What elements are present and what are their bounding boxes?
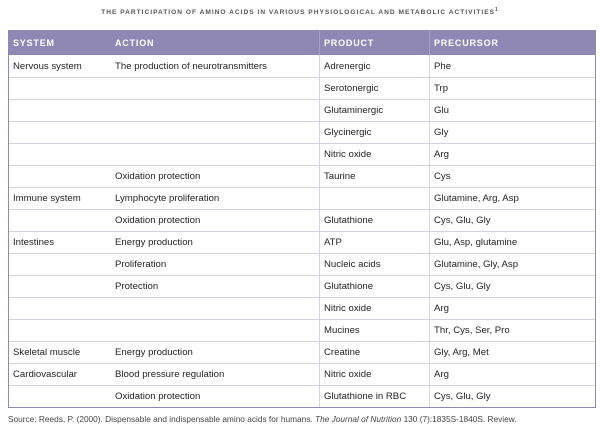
cell-precursor: Cys, Glu, Gly	[429, 386, 595, 407]
cell-system: Skeletal muscle	[13, 347, 81, 358]
table-row	[9, 385, 595, 407]
column-header-product: PRODUCT	[319, 31, 429, 55]
cell-precursor: Arg	[429, 364, 595, 385]
cell-precursor: Glu	[429, 100, 595, 121]
source-citation: Source: Reeds, P. (2000). Dispensable and indispensable amino acids for humans. The Journal of Nutrition 130 (7):1835S-1840S. Review.	[8, 414, 517, 424]
cell-system: Immune system	[13, 193, 81, 204]
cell-product: Taurine	[319, 166, 429, 187]
cell-precursor: Glu, Asp, glutamine	[429, 232, 595, 253]
cell-product: Creatine	[319, 342, 429, 363]
cell-product	[319, 188, 429, 209]
cell-precursor: Cys, Glu, Gly	[429, 276, 595, 297]
table-row	[9, 99, 595, 121]
table-row	[9, 275, 595, 297]
cell-precursor: Trp	[429, 78, 595, 99]
cell-precursor: Gly	[429, 122, 595, 143]
journal-name: The Journal of Nutrition	[315, 414, 402, 424]
cell-precursor: Thr, Cys, Ser, Pro	[429, 320, 595, 341]
cell-product: Glutathione	[319, 210, 429, 231]
table-header	[9, 31, 595, 55]
cell-product: Glutaminergic	[319, 100, 429, 121]
title-footnote-marker: 1	[495, 7, 499, 13]
cell-precursor: Arg	[429, 298, 595, 319]
table-row	[9, 231, 595, 253]
table-row	[9, 55, 595, 77]
cell-action: Protection	[115, 281, 159, 292]
cell-precursor: Glutamine, Gly, Asp	[429, 254, 595, 275]
cell-action: Lymphocyte proliferation	[115, 193, 220, 204]
table-row	[9, 143, 595, 165]
cell-action: Oxidation protection	[115, 215, 201, 226]
cell-product: Nitric oxide	[319, 364, 429, 385]
table-title: THE PARTICIPATION OF AMINO ACIDS IN VARIOUS PHYSIOLOGICAL AND METABOLIC ACTIVITIES$^1$	[101, 7, 499, 17]
cell-product: Mucines	[319, 320, 429, 341]
cell-system: Cardiovascular	[13, 369, 77, 380]
table-row	[9, 187, 595, 209]
cell-system: Nervous system	[13, 60, 82, 72]
table-body	[9, 55, 595, 407]
table-row	[9, 165, 595, 187]
table-row	[9, 77, 595, 99]
table-row	[9, 319, 595, 341]
cell-product: Glutathione	[319, 276, 429, 297]
column-header-system: SYSTEM	[13, 38, 55, 48]
cell-precursor: Phe	[429, 55, 595, 77]
cell-product: ATP	[319, 232, 429, 253]
cell-product: Nucleic acids	[319, 254, 429, 275]
cell-action: The production of neurotransmitters	[115, 60, 267, 72]
cell-product: Glycinergic	[319, 122, 429, 143]
cell-precursor: Cys, Glu, Gly	[429, 210, 595, 231]
cell-action: Energy production	[115, 237, 193, 248]
cell-system: Intestines	[13, 237, 55, 248]
cell-product: Serotonergic	[319, 78, 429, 99]
table-row	[9, 253, 595, 275]
amino-acid-table	[8, 30, 596, 408]
cell-product: Adrenergic	[319, 55, 429, 77]
cell-precursor: Arg	[429, 144, 595, 165]
cell-action: Energy production	[115, 347, 193, 358]
cell-precursor: Gly, Arg, Met	[429, 342, 595, 363]
cell-action: Proliferation	[115, 259, 167, 270]
column-header-action: ACTION	[115, 38, 155, 48]
table-row	[9, 209, 595, 231]
table-row	[9, 363, 595, 385]
cell-action: Blood pressure regulation	[115, 369, 225, 380]
table-row	[9, 297, 595, 319]
table-row	[9, 121, 595, 143]
cell-action: Oxidation protection	[115, 391, 201, 402]
cell-product: Glutathione in RBC	[319, 386, 429, 407]
cell-precursor: Glutamine, Arg, Asp	[429, 188, 595, 209]
table-row	[9, 341, 595, 363]
cell-product: Nitric oxide	[319, 144, 429, 165]
cell-product: Nitric oxide	[319, 298, 429, 319]
cell-precursor: Cys	[429, 166, 595, 187]
cell-action: Oxidation protection	[115, 171, 201, 182]
column-header-precursor: PRECURSOR	[429, 31, 595, 55]
